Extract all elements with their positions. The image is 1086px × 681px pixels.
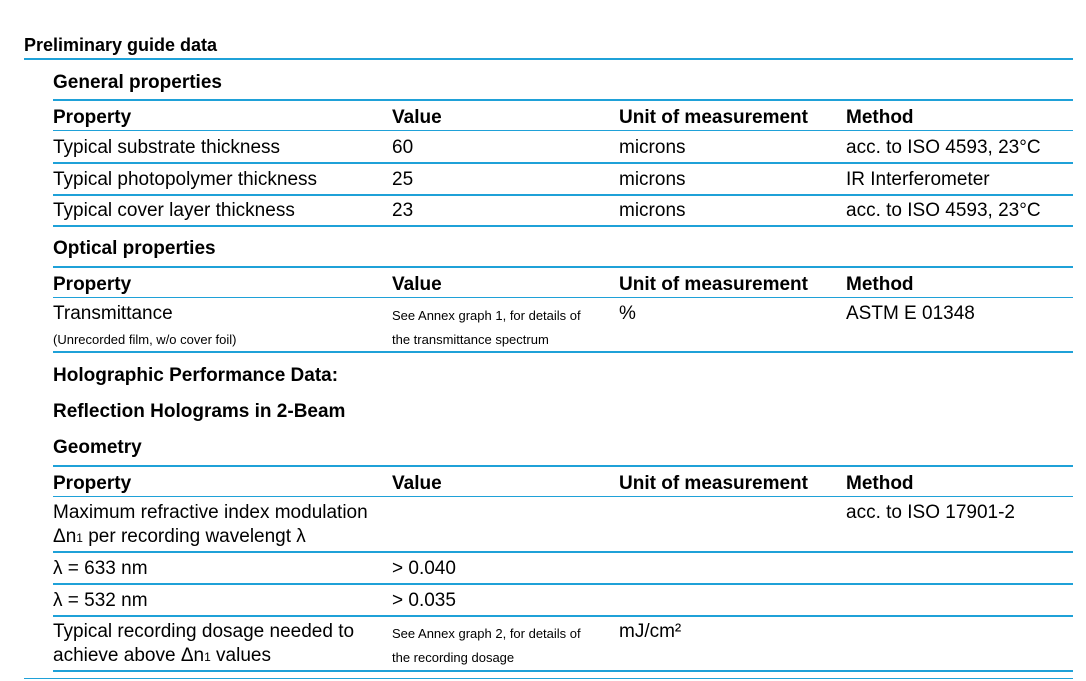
row-unit: microns bbox=[619, 137, 686, 158]
divider bbox=[24, 678, 1073, 679]
row-property: λ = 532 nm bbox=[53, 590, 148, 611]
section-title-reflection: Reflection Holograms in 2-Beam bbox=[53, 401, 346, 422]
property-note: (Unrecorded film, w/o cover foil) bbox=[53, 332, 237, 347]
row-method: ASTM E 01348 bbox=[846, 303, 975, 324]
divider bbox=[53, 194, 1073, 196]
row-unit: % bbox=[619, 303, 636, 324]
divider bbox=[53, 465, 1073, 467]
divider bbox=[53, 297, 1073, 298]
row-value: 60 bbox=[392, 137, 414, 158]
header-unit: Unit of measurement bbox=[619, 274, 808, 295]
row-property: Typical photopolymer thickness bbox=[53, 169, 318, 190]
divider bbox=[53, 225, 1073, 227]
row-property: Δn1 per recording wavelengt λ bbox=[53, 526, 306, 547]
row-property: Transmittance bbox=[53, 303, 173, 324]
header-method: Method bbox=[846, 473, 914, 494]
row-property: Typical cover layer thickness bbox=[53, 200, 295, 221]
row-value: > 0.035 bbox=[392, 590, 456, 611]
header-method: Method bbox=[846, 274, 914, 295]
section-title-holographic: Holographic Performance Data: bbox=[53, 365, 339, 386]
divider bbox=[53, 615, 1073, 617]
row-method: acc. to ISO 17901-2 bbox=[846, 502, 1015, 523]
row-property: λ = 633 nm bbox=[53, 558, 148, 579]
row-value: > 0.040 bbox=[392, 558, 456, 579]
divider bbox=[24, 58, 1073, 60]
row-value: See Annex graph 1, for details of bbox=[392, 308, 581, 323]
section-title-general: General properties bbox=[53, 72, 222, 93]
divider bbox=[53, 99, 1073, 101]
header-unit: Unit of measurement bbox=[619, 473, 808, 494]
divider bbox=[53, 130, 1073, 131]
divider bbox=[53, 496, 1073, 497]
divider bbox=[53, 162, 1073, 164]
divider bbox=[53, 266, 1073, 268]
header-method: Method bbox=[846, 107, 914, 128]
section-title-optical: Optical properties bbox=[53, 238, 216, 259]
row-method: IR Interferometer bbox=[846, 169, 990, 190]
divider bbox=[53, 551, 1073, 553]
row-unit: mJ/cm² bbox=[619, 621, 682, 642]
header-property: Property bbox=[53, 274, 132, 295]
header-property: Property bbox=[53, 107, 132, 128]
row-value: See Annex graph 2, for details of bbox=[392, 626, 581, 641]
row-value: the recording dosage bbox=[392, 650, 515, 665]
row-value: 25 bbox=[392, 169, 414, 190]
row-property: Maximum refractive index modulation bbox=[53, 502, 368, 523]
row-property: Typical substrate thickness bbox=[53, 137, 281, 158]
header-value: Value bbox=[392, 107, 442, 128]
row-unit: microns bbox=[619, 200, 686, 221]
header-property: Property bbox=[53, 473, 132, 494]
row-method: acc. to ISO 4593, 23°C bbox=[846, 137, 1041, 158]
row-method: acc. to ISO 4593, 23°C bbox=[846, 200, 1041, 221]
divider bbox=[53, 583, 1073, 585]
divider bbox=[53, 670, 1073, 672]
divider bbox=[53, 351, 1073, 353]
header-unit: Unit of measurement bbox=[619, 107, 808, 128]
row-value: the transmittance spectrum bbox=[392, 332, 549, 347]
page-title: Preliminary guide data bbox=[24, 35, 218, 55]
header-value: Value bbox=[392, 274, 442, 295]
row-value: 23 bbox=[392, 200, 414, 221]
row-property: Typical recording dosage needed to bbox=[53, 621, 355, 642]
header-value: Value bbox=[392, 473, 442, 494]
row-property: achieve above Δn1 values bbox=[53, 645, 271, 666]
section-title-geometry: Geometry bbox=[53, 437, 142, 458]
row-unit: microns bbox=[619, 169, 686, 190]
